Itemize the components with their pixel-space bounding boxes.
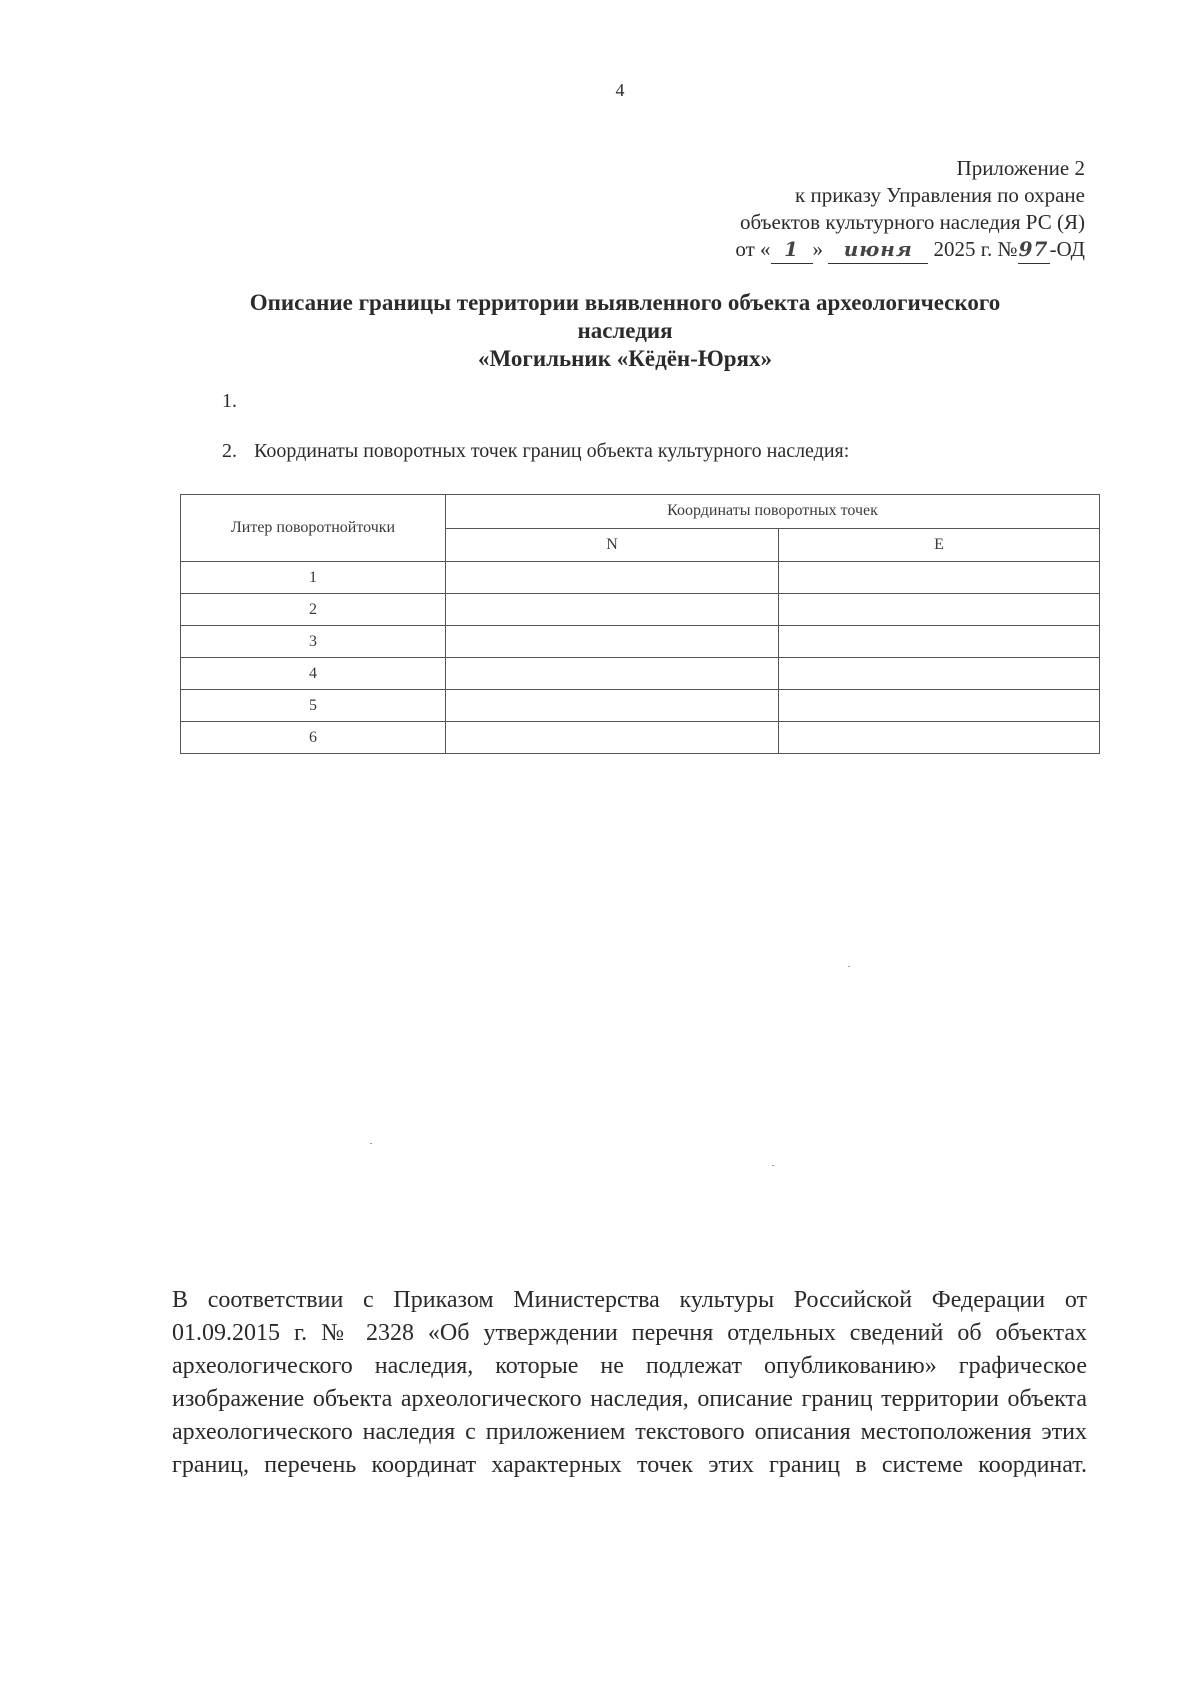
- order-day-handwritten: 1: [784, 237, 799, 261]
- cell-n: [446, 690, 779, 722]
- cell-point: 3: [181, 626, 446, 658]
- appendix-order-date: [735, 236, 1085, 264]
- cell-n: [446, 626, 779, 658]
- order-number-handwritten: 97: [1018, 237, 1049, 261]
- appendix-authority: объектов культурного наследия РС (Я): [740, 210, 1085, 234]
- cell-point: 2: [181, 594, 446, 626]
- cell-n: [446, 722, 779, 754]
- cell-e: [779, 626, 1100, 658]
- document-title: [170, 289, 1080, 373]
- cell-e: [779, 562, 1100, 594]
- cell-e: [779, 658, 1100, 690]
- table-row: [181, 562, 1100, 594]
- order-suffix: -ОД: [1049, 237, 1085, 261]
- header-n: N: [446, 528, 779, 562]
- cell-n: [446, 658, 779, 690]
- header-e: E: [779, 528, 1100, 562]
- title-line-3: «Могильник «Кёдён-Юрях»: [478, 346, 772, 371]
- cell-n: [446, 562, 779, 594]
- cell-n: [446, 594, 779, 626]
- order-date-prefix: от «: [735, 237, 771, 261]
- order-month-handwritten: июня: [843, 237, 913, 261]
- title-line-1: Описание границы территории выявленного объекта археологического: [249, 290, 1001, 315]
- list-number: 2.: [222, 440, 237, 462]
- cell-point: 1: [181, 562, 446, 594]
- list-number: 1.: [222, 390, 237, 412]
- cell-e: [779, 722, 1100, 754]
- title-line-2: наследия: [577, 318, 673, 343]
- header-coordinates: Координаты поворотных точек: [446, 495, 1100, 529]
- list-item-1: [222, 390, 254, 413]
- table-row: [181, 594, 1100, 626]
- list-item-2: [222, 440, 849, 463]
- order-date-mid: »: [812, 237, 824, 261]
- cell-point: 6: [181, 722, 446, 754]
- cell-e: [779, 594, 1100, 626]
- scan-speck: [848, 966, 850, 967]
- table-row: [181, 626, 1100, 658]
- scan-speck: [772, 1165, 774, 1166]
- cell-point: 5: [181, 690, 446, 722]
- appendix-title: Приложение 2: [956, 156, 1085, 180]
- page-number: 4: [615, 80, 625, 100]
- table-row: [181, 690, 1100, 722]
- scan-speck: [370, 1143, 372, 1144]
- table-row: [181, 658, 1100, 690]
- cell-point: 4: [181, 658, 446, 690]
- list-text: Координаты поворотных точек границ объекта культурного наследия:: [254, 440, 850, 462]
- appendix-order-ref: к приказу Управления по охране: [795, 183, 1085, 207]
- table-row: [181, 722, 1100, 754]
- cell-e: [779, 690, 1100, 722]
- body-paragraph: В соответствии с Приказом Министерства культуры Российской Федерации от 01.09.2015 г. № 2328 «Об утверждении перечня отдельных сведений об объектах археологического наследия, которые не подлежат опубликованию» графическое изображение объекта археологического наследия, описание границ территории объекта археологического наследия с приложением текстового описания местоположения этих границ, перечень координат характерных точек этих границ в системе координат.: [172, 1287, 1087, 1478]
- appendix-header: [735, 155, 1085, 264]
- order-year: 2025 г. №: [933, 237, 1018, 261]
- header-point-letter: Литер поворотнойточки: [181, 495, 446, 562]
- coordinates-table: [180, 494, 1100, 754]
